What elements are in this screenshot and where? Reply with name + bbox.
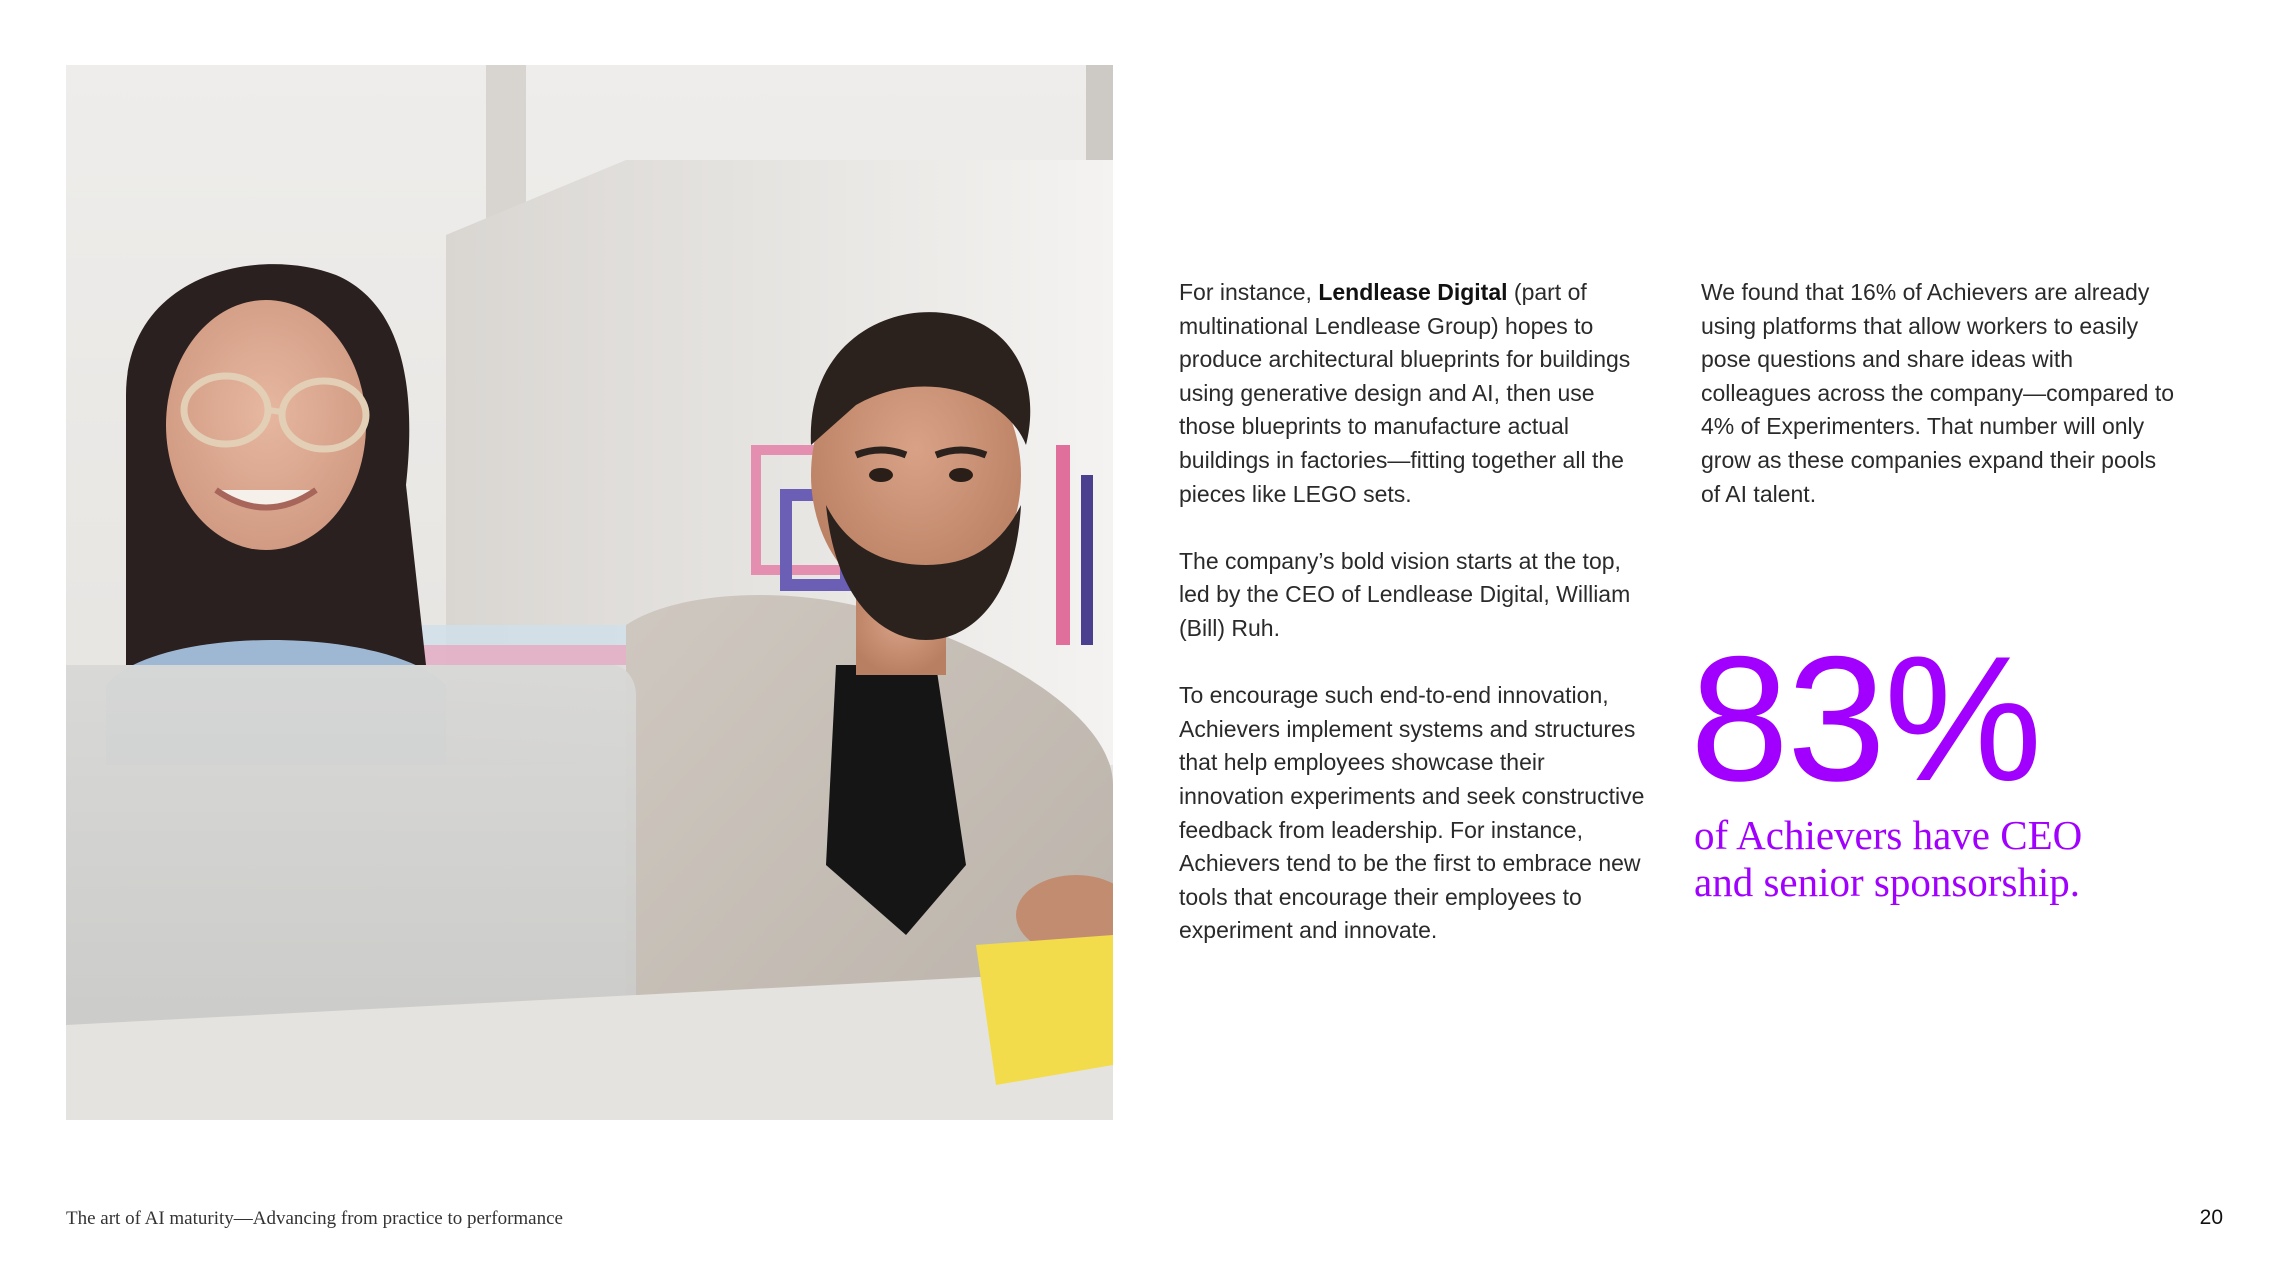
paragraph-intro-text: For instance, [1179,279,1312,305]
paragraph-platforms: We found that 16% of Achievers are already using platforms that allow workers to easily pose questions and share ideas with colleagues across the company—compared to 4% of Experimenters. That number will only grow as these companies expand their pools of AI talent. [1701,279,2175,507]
stat-value: 83% [1690,619,2041,818]
paragraph-rest-text: (part of multinational Lendlease Group) hopes to produce architectural blueprints for buildings using generative design and AI, then use those blueprints to manufacture actual buildings in factories—fitting together all the pieces like LEGO sets. [1179,279,1631,507]
hero-photo-illustration [66,65,1113,1120]
hero-photo [66,65,1113,1120]
page-number: 20 [2199,1206,2223,1229]
paragraph-lendlease [1179,276,1649,511]
stat-caption: of Achievers have CEO and senior sponsorship. [1694,812,2083,905]
paragraph-vision: The company’s bold vision starts at the top, led by the CEO of Lendlease Digital, William (Bill) Ruh. [1179,547,1631,641]
footer-document-title: The art of AI maturity—Advancing from practice to performance [66,1208,563,1229]
body-column-right [1701,276,2181,545]
paragraph-innovation: To encourage such end-to-end innovation, Achievers implement systems and structures that help employees showcase their innovation experiments and seek constructive feedback from leadership. For instance, Achievers tend to be the first to embrace new tools that encourage their employees to experiment and innovate. [1179,682,1645,944]
company-name-bold: Lendlease Digital [1318,279,1508,305]
body-column-left [1179,276,1649,981]
